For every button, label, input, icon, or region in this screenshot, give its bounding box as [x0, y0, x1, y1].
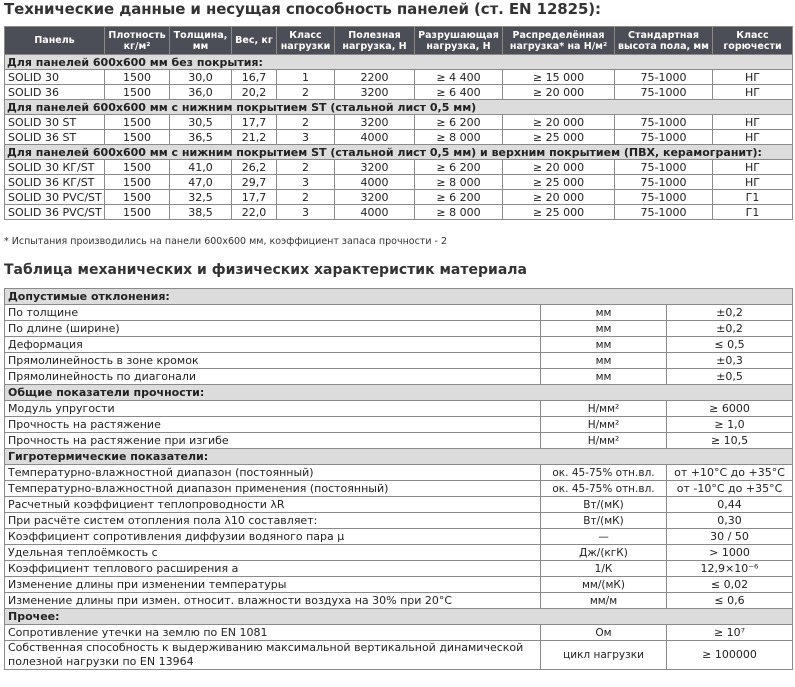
table-cell: ≥ 1,0 — [667, 417, 793, 433]
table-row — [5, 497, 793, 513]
table-cell: 2 — [277, 115, 335, 130]
material-table — [4, 288, 793, 670]
table-cell: 4000 — [335, 205, 415, 220]
section-header-row — [5, 385, 793, 401]
section-header-row — [5, 289, 793, 305]
table-cell: По толщине — [5, 305, 541, 321]
table-cell: 4000 — [335, 175, 415, 190]
column-header: Панель — [5, 27, 105, 55]
table-cell: НГ — [713, 85, 793, 100]
table-row — [5, 337, 793, 353]
table-row — [5, 321, 793, 337]
table-cell: 16,7 — [232, 70, 277, 85]
table-cell: При расчёте систем отопления пола λ10 составляет: — [5, 513, 541, 529]
table-row — [5, 305, 793, 321]
table-cell: ≥ 20 000 — [503, 85, 615, 100]
table-cell: ±0,5 — [667, 369, 793, 385]
table-row — [5, 561, 793, 577]
table-cell: ≤ 0,02 — [667, 577, 793, 593]
table-cell: 3 — [277, 175, 335, 190]
column-header: Разрушающая нагрузка, Н — [415, 27, 503, 55]
table-row — [5, 529, 793, 545]
table-cell: от -10°С до +35°С — [667, 481, 793, 497]
table-cell: 3200 — [335, 190, 415, 205]
table-row — [5, 130, 793, 145]
table-cell: 75-1000 — [615, 115, 713, 130]
table-cell: НГ — [713, 70, 793, 85]
table-row — [5, 545, 793, 561]
table-cell: 17,7 — [232, 190, 277, 205]
table-cell: ≤ 0,6 — [667, 593, 793, 609]
table-cell: Дж/(кгК) — [541, 545, 667, 561]
section-label: Допустимые отклонения: — [5, 289, 793, 305]
table-cell: 0,30 — [667, 513, 793, 529]
table-cell: Вт/(мК) — [541, 513, 667, 529]
table-cell: 20,2 — [232, 85, 277, 100]
table-cell: от +10°С до +35°С — [667, 465, 793, 481]
section-header-row — [5, 609, 793, 625]
table-cell: Прямолинейность по диагонали — [5, 369, 541, 385]
table-cell: 36,5 — [170, 130, 232, 145]
table-cell: ±0,2 — [667, 321, 793, 337]
table-cell: 30,5 — [170, 115, 232, 130]
table-cell: 26,2 — [232, 160, 277, 175]
column-header: Вес, кг — [232, 27, 277, 55]
table-cell: Изменение длины при изменении температуры — [5, 577, 541, 593]
group-header-row — [5, 145, 793, 160]
table-cell: ок. 45-75% отн.вл. — [541, 481, 667, 497]
table-cell: ≥ 6 200 — [415, 115, 503, 130]
table-cell: 2200 — [335, 70, 415, 85]
table-cell: 75-1000 — [615, 130, 713, 145]
table-cell: Деформация — [5, 337, 541, 353]
table-row — [5, 205, 793, 220]
table-cell: Ом — [541, 625, 667, 641]
table-cell: SOLID 36 — [5, 85, 105, 100]
table-cell: 1500 — [105, 70, 170, 85]
section-label: Гигротермические показатели: — [5, 449, 793, 465]
table-cell: SOLID 36 КГ/ST — [5, 175, 105, 190]
table-cell: 1500 — [105, 190, 170, 205]
table-cell: мм/(мК) — [541, 577, 667, 593]
section-header-row — [5, 449, 793, 465]
table-row — [5, 85, 793, 100]
table-cell: 1500 — [105, 115, 170, 130]
table-cell: 2 — [277, 190, 335, 205]
column-header: Стандартная высота пола, мм — [615, 27, 713, 55]
table-cell: Сопротивление утечки на землю по EN 1081 — [5, 625, 541, 641]
table-cell: мм — [541, 305, 667, 321]
table-row — [5, 641, 793, 670]
table-cell: 75-1000 — [615, 160, 713, 175]
table-cell: 22,0 — [232, 205, 277, 220]
table-cell: ≥ 25 000 — [503, 205, 615, 220]
table-cell: ≥ 100000 — [667, 641, 793, 670]
table-cell: НГ — [713, 175, 793, 190]
footnote: * Испытания производились на панели 600х600 мм, коэффициент запаса прочности - 2 — [4, 236, 448, 247]
table-row — [5, 160, 793, 175]
table-cell: мм — [541, 369, 667, 385]
table-cell: 0,44 — [667, 497, 793, 513]
table-cell: 75-1000 — [615, 175, 713, 190]
table-cell: ≥ 4 400 — [415, 70, 503, 85]
table-row — [5, 465, 793, 481]
table-cell: ≥ 10,5 — [667, 433, 793, 449]
table-cell: SOLID 30 ST — [5, 115, 105, 130]
table-cell: 17,7 — [232, 115, 277, 130]
table-row — [5, 353, 793, 369]
table-cell: 29,7 — [232, 175, 277, 190]
table-cell: SOLID 30 КГ/ST — [5, 160, 105, 175]
table-row — [5, 175, 793, 190]
table-cell: ≥ 6000 — [667, 401, 793, 417]
table-cell: ≥ 6 400 — [415, 85, 503, 100]
section-label: Прочее: — [5, 609, 793, 625]
table-cell: ≥ 10⁷ — [667, 625, 793, 641]
table-cell: Н/мм² — [541, 401, 667, 417]
table-row — [5, 625, 793, 641]
table-cell: 30 / 50 — [667, 529, 793, 545]
table-cell: Расчетный коэффициент теплопроводности λR — [5, 497, 541, 513]
table-cell: Г1 — [713, 205, 793, 220]
table-cell: 12,9×10⁻⁶ — [667, 561, 793, 577]
table-cell: 1500 — [105, 175, 170, 190]
table-cell: мм/м — [541, 593, 667, 609]
table-cell: 3200 — [335, 85, 415, 100]
table-row — [5, 481, 793, 497]
table-cell: 75-1000 — [615, 70, 713, 85]
table-cell: 21,2 — [232, 130, 277, 145]
table-cell: 36,0 — [170, 85, 232, 100]
table-row — [5, 593, 793, 609]
table-cell: 41,0 — [170, 160, 232, 175]
table-cell: мм — [541, 353, 667, 369]
table-cell: Г1 — [713, 190, 793, 205]
table-cell: 75-1000 — [615, 205, 713, 220]
table-cell: 1500 — [105, 160, 170, 175]
table-cell: 75-1000 — [615, 85, 713, 100]
table-cell: ±0,3 — [667, 353, 793, 369]
table-cell: SOLID 36 ST — [5, 130, 105, 145]
table-cell: НГ — [713, 115, 793, 130]
table-row — [5, 401, 793, 417]
table-cell: SOLID 36 PVC/ST — [5, 205, 105, 220]
table-cell: 3 — [277, 130, 335, 145]
column-header: Класс горючести — [713, 27, 793, 55]
group-header-row — [5, 55, 793, 70]
table-cell: Коэффициент теплового расширения а — [5, 561, 541, 577]
table-cell: ≥ 25 000 — [503, 130, 615, 145]
column-header: Плотность кг/м² — [105, 27, 170, 55]
table-cell: ≤ 0,5 — [667, 337, 793, 353]
section-label: Общие показатели прочности: — [5, 385, 793, 401]
panels-table — [4, 26, 793, 220]
panels-table-header — [5, 27, 793, 55]
table-cell: ≥ 20 000 — [503, 160, 615, 175]
column-header: Класс нагрузки — [277, 27, 335, 55]
table-cell: Собственная способность к выдерживанию максимальной вертикальной динамической полезной нагрузки по EN 13964 — [5, 641, 541, 670]
table-row — [5, 369, 793, 385]
table-cell: мм — [541, 337, 667, 353]
table-cell: ≥ 6 200 — [415, 190, 503, 205]
table-cell: ≥ 25 000 — [503, 175, 615, 190]
table-cell: НГ — [713, 160, 793, 175]
table-cell: 2 — [277, 85, 335, 100]
table-cell: ≥ 8 000 — [415, 175, 503, 190]
table-cell: ок. 45-75% отн.вл. — [541, 465, 667, 481]
table-cell: цикл нагрузки — [541, 641, 667, 670]
table-row — [5, 513, 793, 529]
table-cell: > 1000 — [667, 545, 793, 561]
table-cell: 75-1000 — [615, 190, 713, 205]
table-cell: 3200 — [335, 160, 415, 175]
table-cell: 38,5 — [170, 205, 232, 220]
table-cell: 30,0 — [170, 70, 232, 85]
table-cell: Вт/(мК) — [541, 497, 667, 513]
group-label: Для панелей 600х600 мм без покрытия: — [5, 55, 793, 70]
table-cell: 32,5 — [170, 190, 232, 205]
table-cell: SOLID 30 — [5, 70, 105, 85]
table-row — [5, 70, 793, 85]
table-cell: Прямолинейность в зоне кромок — [5, 353, 541, 369]
table-cell: ≥ 20 000 — [503, 115, 615, 130]
table-cell: НГ — [713, 130, 793, 145]
table-cell: ≥ 8 000 — [415, 130, 503, 145]
table-row — [5, 577, 793, 593]
column-header: Толщина, мм — [170, 27, 232, 55]
column-header: Распределённая нагрузка* на Н/м² — [503, 27, 615, 55]
table-cell: 47,0 — [170, 175, 232, 190]
table-cell: ≥ 20 000 — [503, 190, 615, 205]
table-cell: 3200 — [335, 115, 415, 130]
table-cell: ≥ 15 000 — [503, 70, 615, 85]
table-cell: По длине (ширине) — [5, 321, 541, 337]
table-cell: ≥ 8 000 — [415, 205, 503, 220]
material-title: Таблица механических и физических характеристик материала — [4, 262, 527, 278]
table-cell: мм — [541, 321, 667, 337]
table-cell: ±0,2 — [667, 305, 793, 321]
table-cell: 1500 — [105, 85, 170, 100]
table-cell: 3 — [277, 205, 335, 220]
table-cell: ≥ 6 200 — [415, 160, 503, 175]
group-header-row — [5, 100, 793, 115]
table-row — [5, 190, 793, 205]
table-cell: 1 — [277, 70, 335, 85]
table-cell: Модуль упругости — [5, 401, 541, 417]
group-label: Для панелей 600х600 мм с нижним покрытием ST (стальной лист 0,5 мм) и верхним покрытием (ПВХ, керамогранит): — [5, 145, 793, 160]
panels-title: Технические данные и несущая способность панелей (ст. EN 12825): — [4, 0, 601, 18]
group-label: Для панелей 600х600 мм с нижним покрытием ST (стальной лист 0,5 мм) — [5, 100, 793, 115]
table-cell: 1500 — [105, 130, 170, 145]
table-cell: — — [541, 529, 667, 545]
table-cell: Н/мм² — [541, 417, 667, 433]
table-cell: 2 — [277, 160, 335, 175]
table-cell: 1500 — [105, 205, 170, 220]
table-cell: Изменение длины при измен. относит. влажности воздуха на 30% при 20°С — [5, 593, 541, 609]
table-row — [5, 433, 793, 449]
table-cell: Температурно-влажностной диапазон (постоянный) — [5, 465, 541, 481]
table-cell: Н/мм² — [541, 433, 667, 449]
table-cell: 1/К — [541, 561, 667, 577]
table-row — [5, 115, 793, 130]
table-cell: Прочность на растяжение при изгибе — [5, 433, 541, 449]
table-row — [5, 417, 793, 433]
table-cell: Удельная теплоёмкость с — [5, 545, 541, 561]
table-cell: Прочность на растяжение — [5, 417, 541, 433]
table-cell: Температурно-влажностной диапазон применения (постоянный) — [5, 481, 541, 497]
column-header: Полезная нагрузка, Н — [335, 27, 415, 55]
table-cell: SOLID 30 PVC/ST — [5, 190, 105, 205]
table-cell: Коэффициент сопротивления диффузии водяного пара μ — [5, 529, 541, 545]
table-cell: 4000 — [335, 130, 415, 145]
